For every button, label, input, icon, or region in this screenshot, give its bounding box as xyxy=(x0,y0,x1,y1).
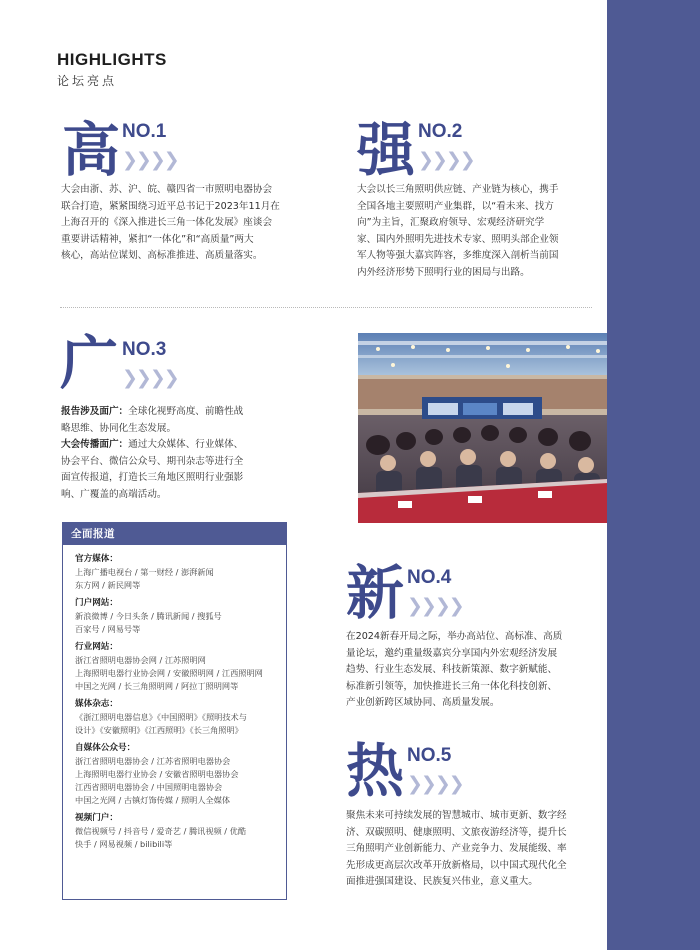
section-5-number: NO.5 xyxy=(407,745,452,766)
chevrons-icon: ❯❯❯❯ xyxy=(122,367,178,389)
section-divider xyxy=(60,307,592,308)
reports-label: 报告涉及面广： xyxy=(61,406,129,417)
page-title: HIGHLIGHTS xyxy=(57,50,167,69)
right-decorative-bar xyxy=(607,0,700,950)
section-1-text: 大会由浙、苏、沪、皖、赣四省一市照明电器协会 联合打造，紧紧围绕习近平总书记于2023年11月在 上海召开的《深入推进长三角一体化发展》座谈会 重要讲话精神，紧扣“一体化”和“高质量”两大 核心，高站位谋划、高标准推进、高质量落实。 xyxy=(61,184,280,261)
chevrons-icon: ❯❯❯❯ xyxy=(122,149,178,171)
chevrons-icon: ❯❯❯❯ xyxy=(407,773,463,795)
section-3-number: NO.3 xyxy=(122,339,167,360)
section-4-number: NO.4 xyxy=(407,567,452,588)
chevrons-icon: ❯❯❯❯ xyxy=(418,149,474,171)
section-2-text: 大会以长三角照明供应链、产业链为核心，携手 全国各地主要照明产业集群，以“看未来、找方 向”为主旨，汇聚政府领导、宏观经济研究学 家、国内外照明先进技术专家、照明头部企业领 军人物等强大嘉宾阵容，多维度深入剖析当前国 内外经济形势下照明行业的困局与出路。 xyxy=(357,184,559,278)
spread-label: 大会传播面广： xyxy=(61,439,129,450)
section-3-text: 报告涉及面广：全球化视野高度、前瞻性战 略思维、协同化生态发展。 大会传播面广：通过大众媒体、行业媒体、 协会平台、微信公众号、期刊杂志等进行全 面宣传报道，打造长三角地区照明行业强影 响、广覆盖的高端活动。 xyxy=(61,406,244,500)
section-3-char: 广 xyxy=(60,329,119,397)
section-5-text: 聚焦未来可持续发展的智慧城市、城市更新、数字经 济、双碳照明、健康照明、文旅夜游经济等，提升长 三角照明产业创新能力、产业竞争力、发展能级、率 先形成更高层次改革开放新格局，以中国式现代化全 面推进强国建设、民族复兴伟业，意义重大。 xyxy=(346,810,567,887)
section-1-number: NO.1 xyxy=(122,121,167,142)
section-5-char: 热 xyxy=(346,737,405,805)
page-subtitle: 论坛亮点 xyxy=(57,74,118,88)
media-group-magazines: 媒体杂志： 《浙江照明电器信息》《中国照明》《照明技术与 设计》《安徽照明》《江西照明》《长三角照明》 xyxy=(75,699,247,735)
media-group-wechat: 自媒体公众号： 浙江省照明电器协会 / 江苏省照明电器协会 上海照明电器行业协会 / 安徽省照明电器协会 江西省照明电器协会 / 中国照明电器协会 中国之光网 / 古镇灯饰传媒 / 照明人全媒体 xyxy=(75,743,239,805)
conference-photo xyxy=(358,333,607,523)
section-1-char: 高 xyxy=(62,116,121,184)
chevrons-icon: ❯❯❯❯ xyxy=(407,595,463,617)
media-group-official: 官方媒体： 上海广播电视台 / 第一财经 / 澎湃新闻 东方网 / 新民网等 xyxy=(75,554,214,590)
media-coverage-title: 全面报道 xyxy=(63,523,286,545)
media-group-portal: 门户网站： 新浪微博 / 今日头条 / 腾讯新闻 / 搜狐号 百家号 / 网易号等 xyxy=(75,598,222,634)
section-2-number: NO.2 xyxy=(418,121,463,142)
media-coverage-box xyxy=(62,522,287,900)
media-group-industry-sites: 行业网站： 浙江省照明电器协会网 / 江苏照明网 上海照明电器行业协会网 / 安徽照明网 / 江西照明网 中国之光网 / 长三角照明网 / 阿拉丁照明网等 xyxy=(75,642,263,691)
section-4-char: 新 xyxy=(346,559,405,627)
section-4-text: 在2024新春开局之际，举办高站位、高标准、高质 量论坛，邀约重量级嘉宾分享国内外宏观经济发展 趋势、行业生态发展、科技新策源、数字新赋能、 标准新引领等，加快推进长三角一体化科技创新、 产业创新跨区域协同、高质量发展。 xyxy=(346,631,563,708)
section-2-char: 强 xyxy=(357,116,416,184)
media-group-video: 视频门户： 微信视频号 / 抖音号 / 爱奇艺 / 腾讯视频 / 优酷 快手 / 网易视频 / bilibili等 xyxy=(75,813,247,849)
